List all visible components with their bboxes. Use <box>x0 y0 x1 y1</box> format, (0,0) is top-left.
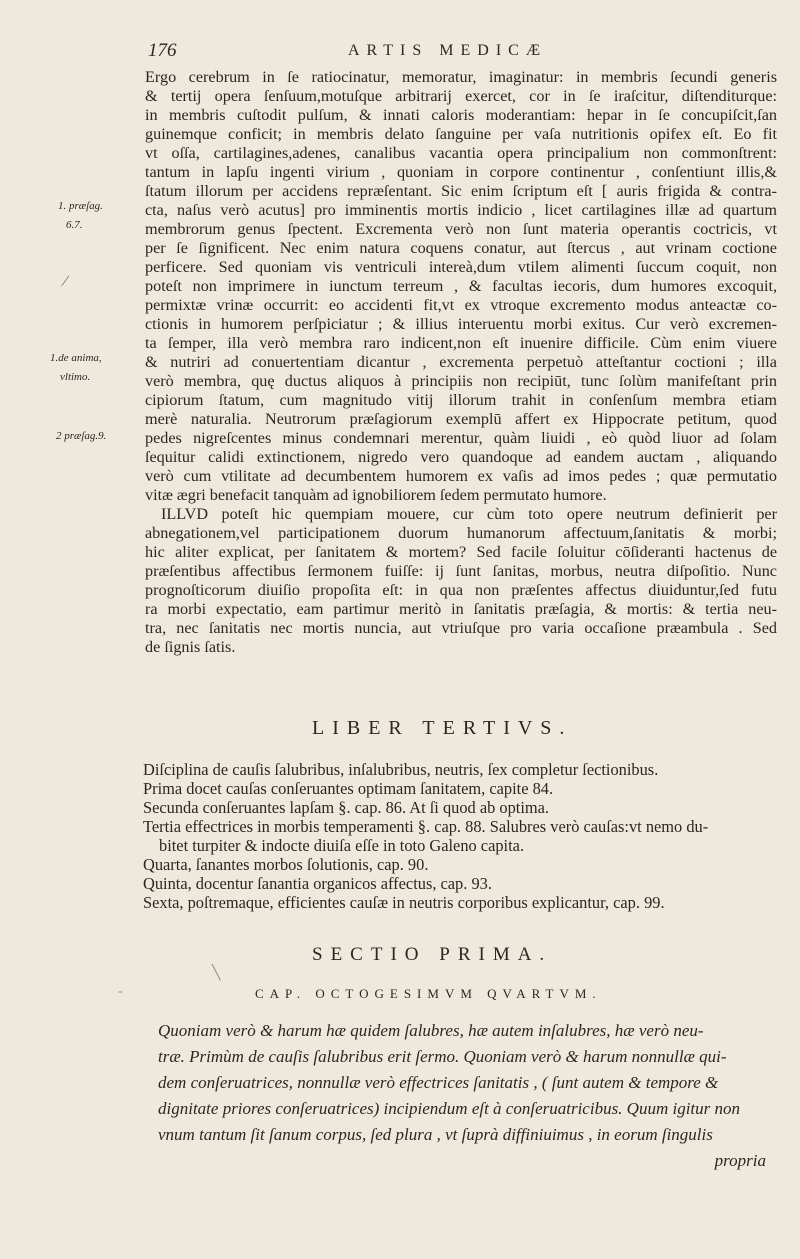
catchword: propria <box>714 1151 766 1170</box>
contents-line: Secunda conſeruantes lapſam §. cap. 86. At ſi quod ab optima. <box>143 798 550 817</box>
text-line: vitæ ægri benefacit tanquàm ad ignobiliorem ſedem permutato humore. <box>145 486 607 504</box>
text-line: tra, nec ſanitatis nec mortis nuncia, aut vtriuſque pro varia occaſione præambula . Sed <box>145 619 777 637</box>
text-line: præſentibus affectibus ſermonem fuiſſe: ij ſunt ſanitas, morbus, neutra diſpoſitio. Nunc <box>145 562 777 580</box>
contents-line: Prima docet cauſas conſeruantes optimam ſanitatem, capite 84. <box>143 779 554 798</box>
text-line: de ſignis ſatis. <box>145 638 236 656</box>
contents-line: Sexta, poſtremaque, efficientes cauſæ in neutris corporibus explicantur, cap. 99. <box>143 893 665 912</box>
text-line: abnegationem,vel participationem duorum humanorum affectuum,ſanitatis & morbi; <box>145 524 777 542</box>
italic-line: dignitate priores conſeruatrices) incipiendum eſt à conſeruatricibus. Quum igitur non <box>158 1099 741 1118</box>
text-line: hic aliter explicat, per ſanitatem & mortem? Sed facile ſoluitur cōſideranti hactenus de <box>145 543 777 561</box>
text-line: verò cum vtilitate ad decumbentem humorem ex vaſis ad imos pedes ; quæ permutatio <box>145 467 777 485</box>
margin-note-4: vltimo. <box>60 371 91 383</box>
contents-line: Diſciplina de cauſis ſalubribus, inſalubribus, neutris, ſex completur ſectionibus. <box>143 760 659 779</box>
contents-line: bitet turpiter & indocte diuiſa eſſe in toto Galeno capita. <box>159 836 525 855</box>
italic-line: dem conſeruatrices, nonnullæ verò effectrices ſanitatis , ( ſunt autem & tempore & <box>158 1073 719 1092</box>
text-line: tantum in lapſu ingenti virium , quoniam in corpore continentur , conſentiunt illis,& <box>145 163 777 181</box>
text-line: & tertij opera ſenſuum,motuſque arbitrarij exercet, cor in ſe iraſcitur, diſtenditurque: <box>145 87 777 105</box>
printer-mark: ╲ <box>212 966 221 981</box>
margin-note-3: 1.de anima, <box>50 352 102 364</box>
text-line: poteſt non imprimere in iunctum terreum , & facultas iecoris, dum humores excoquit, <box>145 277 777 295</box>
text-line: ctionis in humorem perſpiciatur ; & illius interuentu morbi exitus. Cur verò excremen- <box>145 315 777 333</box>
italic-line: Quoniam verò & harum hæ quidem ſalubres, hæ autem inſalubres, hæ verò neu- <box>158 1021 704 1040</box>
text-line: membrorum genus ſpectent. Excrementa verò non ſunt materia operantis coctricis, vt <box>145 220 777 238</box>
text-line: prognoſticorum diuiſio propoſita eſt: in qua non præſentes affectus diuiduntur,ſed futu <box>145 581 777 599</box>
main-text-block <box>145 68 777 657</box>
text-line: cipiorum ſtatum, cum magnitudo vitij illorum trahit in conſenſum membra etiam <box>145 391 777 409</box>
text-line: guinemque conficit; in membris delato ſanguine per vaſa nutritionis opifex eſt. Eo fit <box>145 125 777 143</box>
text-line: Ergo cerebrum in ſe ratiocinatur, memoratur, imaginatur: in membris ſecundi generis <box>145 68 777 86</box>
text-line: ILLVD poteſt hic quempiam mouere, cur cùm toto opere neutrum definierit per <box>161 505 777 523</box>
text-line: vt oſſa, cartilagines,adenes, canalibus vacantia opera principalium non commonſtrent: <box>145 144 777 162</box>
contents-list <box>143 760 775 912</box>
text-line: pedes nigreſcentes minus condemnari merentur, quàm liuidi , eò quòd liuor ad ſolam <box>145 429 777 447</box>
italic-line: træ. Primùm de cauſis ſalubribus erit ſermo. Quoniam verò & harum nonnullæ qui- <box>158 1047 727 1066</box>
text-line: per ſe ſignificent. Nec enim natura coquens conatur, aut ſtercus , aut vrinam coctione <box>145 239 777 257</box>
contents-line: Quinta, docentur ſanantia organicos affectus, cap. 93. <box>143 874 492 893</box>
text-line: & nutriri ad conuertentiam dicantur , excrementa perpetuò atteſtantur coctioni ; illa <box>145 353 777 371</box>
margin-note-2: 6.7. <box>66 219 83 231</box>
contents-line: Quarta, ſanantes morbos ſolutionis, cap. 90. <box>143 855 429 874</box>
margin-note-5: 2 præſag.9. <box>56 430 107 442</box>
text-line: permixtæ vrinæ occurrit: eo accidenti fit,vt ex vtroque excremento modus anteactæ co- <box>145 296 777 314</box>
printer-dash: - <box>118 984 123 999</box>
section-title: SECTIO PRIMA. <box>312 944 553 965</box>
text-line: perficere. Sed quoniam vis ventriculi intereà,dum vtilem alimenti ſuccum coquit, non <box>145 258 777 276</box>
book-title: LIBER TERTIVS. <box>312 717 573 739</box>
text-line: verò membra, quę ductus aliquos à principiis non recipiūt, tunc ſolùm manifeſtant prin <box>145 372 777 390</box>
text-line: in membris cuſtodit pulſum, & innati caloris moderantiam: hepar in ſe concupiſcit,ſan <box>145 106 777 124</box>
page-header <box>148 40 768 64</box>
text-line: ſtatum illorum per accidens repræſentant. Sic enim ſcriptum eſt [ auris frigida & contra- <box>145 182 777 200</box>
page-number: 176 <box>148 40 177 61</box>
margin-note-1: 1. præſag. <box>58 200 103 212</box>
margin-slash-mark: ⁄ <box>64 273 67 290</box>
chapter-title: CAP. OCTOGESIMVM QVARTVM. <box>255 986 602 1001</box>
text-line: merè naturalia. Neutrorum præſagiorum exemplū affert ex Hippocrate petitum, quod <box>145 410 777 428</box>
text-line: ra morbi expectatio, eam partimur meritò in ſanitatis præſagia, & mortis: & tertia neu- <box>145 600 777 618</box>
text-line: ta ſemper, illa verò membra raro indicent,non eſt inuenire difficile. Cùm enim viuere <box>145 334 777 352</box>
running-title: ARTIS MEDICÆ <box>348 42 548 59</box>
italic-line: vnum tantum ſit ſanum corpus, ſed plura , vt ſuprà diffiniuimus , in eorum ſingulis <box>158 1125 713 1144</box>
text-line: ſequitur calidi extinctionem, nigredo vero quandoque ad eandem auctam , aliquando <box>145 448 777 466</box>
contents-line: Tertia effectrices in morbis temperamenti §. cap. 88. Salubres verò cauſas:vt nemo du- <box>143 817 709 836</box>
chapter-italic-text <box>158 1018 766 1174</box>
text-line: cta, naſus verò acutus] pro imminentis mortis indicio , licet cartilagines illæ ad quartum <box>145 201 777 219</box>
